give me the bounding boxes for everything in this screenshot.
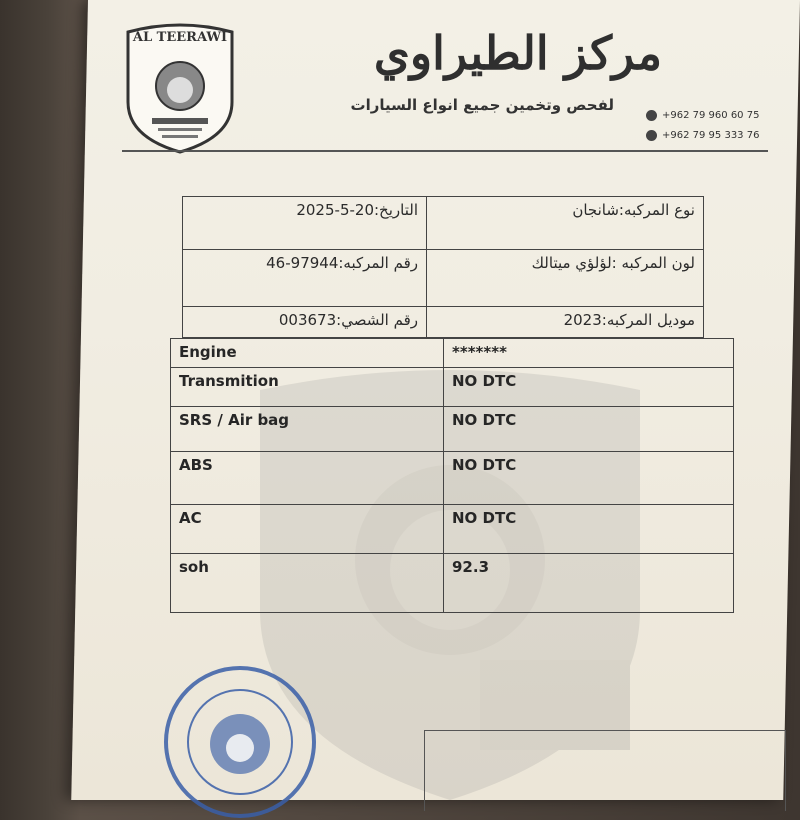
chassis-number: رقم الشصي:003673 [183,307,427,338]
table-row [183,307,704,338]
result-label: ABS [171,452,444,505]
phone-row [646,105,759,125]
result-label: AC [171,505,444,554]
result-label: Engine [171,339,444,368]
phone-row [646,125,759,145]
inspection-date: التاريخ:20-5-2025 [183,197,427,250]
phone-number[interactable]: +962 79 95 333 76 [662,129,760,141]
table-row [171,554,734,613]
vehicle-type: نوع المركبه:شانجان [427,197,704,250]
result-value: NO DTC [444,407,734,452]
vehicle-color: لون المركبه :لؤلؤي ميتالك [427,250,704,307]
table-row [183,250,704,307]
table-row [171,339,734,368]
center-title: مركز الطيراوي [373,26,662,80]
whatsapp-icon [646,130,657,141]
vehicle-info-table [182,196,704,338]
phone-number[interactable]: +962 79 960 60 75 [662,109,760,121]
result-value: NO DTC [444,368,734,407]
result-value: ******* [444,339,734,368]
result-value: NO DTC [444,452,734,505]
phone-list [646,105,759,145]
result-value: NO DTC [444,505,734,554]
whatsapp-icon [646,110,657,121]
vehicle-model: موديل المركبه:2023 [427,307,704,338]
center-subtitle: لفحص وتخمين جميع انواع السيارات [350,96,614,114]
table-row [171,505,734,554]
table-row [171,407,734,452]
result-label: SRS / Air bag [171,407,444,452]
plate-number: رقم المركبه:97944-46 [183,250,427,307]
result-label: soh [171,554,444,613]
inspection-results-table [170,338,734,613]
company-stamp-icon [162,664,318,820]
result-value: 92.3 [444,554,734,613]
table-row [183,197,704,250]
table-row [171,368,734,407]
result-label: Transmition [171,368,444,407]
table-row [171,452,734,505]
signature-box [424,730,786,811]
logo-text: AL TEERAWI [132,30,228,45]
header-divider [122,150,768,152]
